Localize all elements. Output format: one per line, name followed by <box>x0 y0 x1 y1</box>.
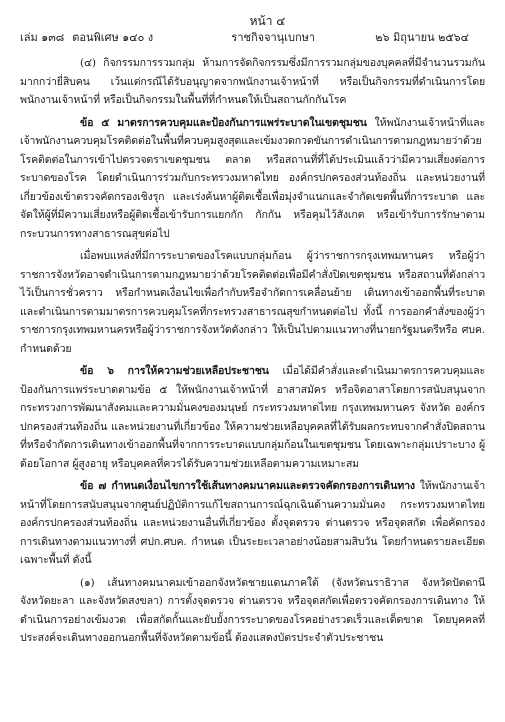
gazette-header <box>20 30 485 46</box>
clause-heading: ข้อ ๖ การให้ความช่วยเหลือประชาชน <box>80 365 269 377</box>
gazette-title: ราชกิจจานุเบกษา <box>231 31 316 44</box>
clause-heading: ข้อ ๗ กำหนดเงื่อนไขการใช้เส้นทางคมนาคมและตรวจคัดกรองการเดินทาง <box>80 480 415 492</box>
issue-label: ตอนพิเศษ ๑๔๐ ง <box>72 31 154 44</box>
date-label: ๒๖ มิถุนายน ๒๕๖๔ <box>375 31 469 44</box>
paragraph-clause-5-cont: เมื่อพบแหล่งที่มีการระบาดของโรคแบบกลุ่มก้อน ผู้ว่าราชการกรุงเทพมหานคร หรือผู้ว่าราชการจังหวัดอาจดำเนินการตามกฎหมายว่าด้วยโรคติดต่อเพื่อมีคำสั่งปิดเขตชุมชน หรือสถานที่ดังกล่าวไว้เป็นการชั่วคราว หรือกำหนดเงื่อนไขเพื่อกำกับหรือจำกัดการเคลื่อนย้าย เดินทางเข้าออกพื้นที่ระบาด และดำเนินการตามมาตรการควบคุมโรคที่กระทรวงสาธารณสุขกำหนดต่อไป ทั้งนี้ การออกคำสั่งของผู้ว่าราชการกรุงเทพมหานครหรือผู้ว่าราชการจังหวัดดังกล่าว ให้เป็นไปตามแนวทางที่นายกรัฐมนตรีหรือ ศบค. กำหนดด้วย <box>20 250 485 355</box>
paragraph-clause-4-4: (๔) กิจกรรมการรวมกลุ่ม ห้ามการจัดกิจกรรมซึ่งมีการรวมกลุ่มของบุคคลที่มีจำนวนรวมกันมากกว่ายี่สิบคน เว้นแต่กรณีได้รับอนุญาตจากพนักงานเจ้าหน้าที่ หรือเป็นกิจกรรมที่ดำเนินการโดยพนักงานเจ้าหน้าที่ หรือเป็นกิจกรรมในพื้นที่ที่กำหนดให้เป็นสถานกักกันโรค <box>20 57 485 106</box>
paragraph-clause-7-1: (๑) เส้นทางคมนาคมเข้าออกจังหวัดชายแดนภาคใต้ (จังหวัดนราธิวาส จังหวัดปัตตานี จังหวัดยะลา และจังหวัดสงขลา) การตั้งจุดตรวจ ด่านตรวจ หรือจุดสกัดเพื่อตรวจคัดกรองการเดินทาง ให้ดำเนินการอย่างเข้มงวด เพื่อสกัดกั้นและยับยั้งการระบาดของโรคอย่างรวดเร็วและเด็ดขาด โดยบุคคลที่ประสงค์จะเดินทางออกนอกพื้นที่จังหวัดตามข้อนี้ ต้องแสดงบัตรประจำตัวประชาชน <box>20 576 485 644</box>
document-body <box>20 54 485 648</box>
paragraph-clause-6: ข้อ ๖ การให้ความช่วยเหลือประชาชน เมื่อได้มีคำสั่งและดำเนินมาตรการควบคุมและป้องกันการแพร่ระบาดตามข้อ ๕ ให้พนักงานเจ้าหน้าที่ อาสาสมัคร หรือจิตอาสาโดยการสนับสนุนจากกระทรวงการพัฒนาสังคมและความมั่นคงของมนุษย์ กระทรวงมหาดไทย กรุงเทพมหานคร จังหวัด องค์กรปกครองส่วนท้องถิ่น และหน่วยงานที่เกี่ยวข้อง ให้ความช่วยเหลือบุคคลที่ได้รับผลกระทบจากคำสั่งปิดสถานที่หรือจำกัดการเดินทางเข้าออกพื้นที่จากการระบาดแบบกลุ่มก้อนในเขตชุมชน โดยเฉพาะกลุ่มเปราะบาง ผู้ด้อยโอกาส ผู้สูงอายุ หรือบุคคลที่ควรได้รับความช่วยเหลือตามความเหมาะสม <box>20 365 485 470</box>
volume-label: เล่ม ๑๓๘ <box>20 31 65 44</box>
paragraph-clause-7: ข้อ ๗ กำหนดเงื่อนไขการใช้เส้นทางคมนาคมและตรวจคัดกรองการเดินทาง ให้พนักงานเจ้าหน้าที่โดยการสนับสนุนจากศูนย์ปฏิบัติการแก้ไขสถานการณ์ฉุกเฉินด้านความมั่นคง กระทรวงมหาดไทย องค์กรปกครองส่วนท้องถิ่น และหน่วยงานอื่นที่เกี่ยวข้อง ตั้งจุดตรวจ ด่านตรวจ หรือจุดสกัด เพื่อคัดกรองการเดินทางตามแนวทางที่ ศปก.ศบค. กำหนด เป็นระยะเวลาอย่างน้อยสามสิบวัน โดยกำหนดรายละเอียดเฉพาะพื้นที่ ดังนี้ <box>20 480 485 566</box>
paragraph-clause-5: ข้อ ๕ มาตรการควบคุมและป้องกันการแพร่ระบาดในเขตชุมชน ให้พนักงานเจ้าหน้าที่และเจ้าพนักงานควบคุมโรคติดต่อในพื้นที่ควบคุมสูงสุดและเข้มงวดกวดขันการดำเนินการตามกฎหมายว่าด้วยโรคติดต่อในการเข้าไปตรวจตราเขตชุมชน ตลาด หรือสถานที่ที่ได้ประเมินแล้วว่ามีความเสี่ยงต่อการระบาดของโรค โดยดำเนินการร่วมกับกระทรวงมหาดไทย องค์กรปกครองส่วนท้องถิ่น และหน่วยงานที่เกี่ยวข้องเข้าตรวจคัดกรองเชิงรุก และเร่งค้นหาผู้ติดเชื้อเพื่อมุ่งจำแนกและจำกัดเขตพื้นที่การระบาด และจัดให้ผู้ที่มีความเสี่ยงหรือผู้ติดเชื้อเข้ารับการแยกกัก กักกัน หรือคุมไว้สังเกต หรือเข้ารับการรักษาตามกระบวนการทางสาธารณสุขต่อไป <box>20 116 485 240</box>
page-number: หน้า ๔ <box>249 14 286 28</box>
clause-heading: ข้อ ๕ มาตรการควบคุมและป้องกันการแพร่ระบาดในเขตชุมชน <box>80 116 367 129</box>
